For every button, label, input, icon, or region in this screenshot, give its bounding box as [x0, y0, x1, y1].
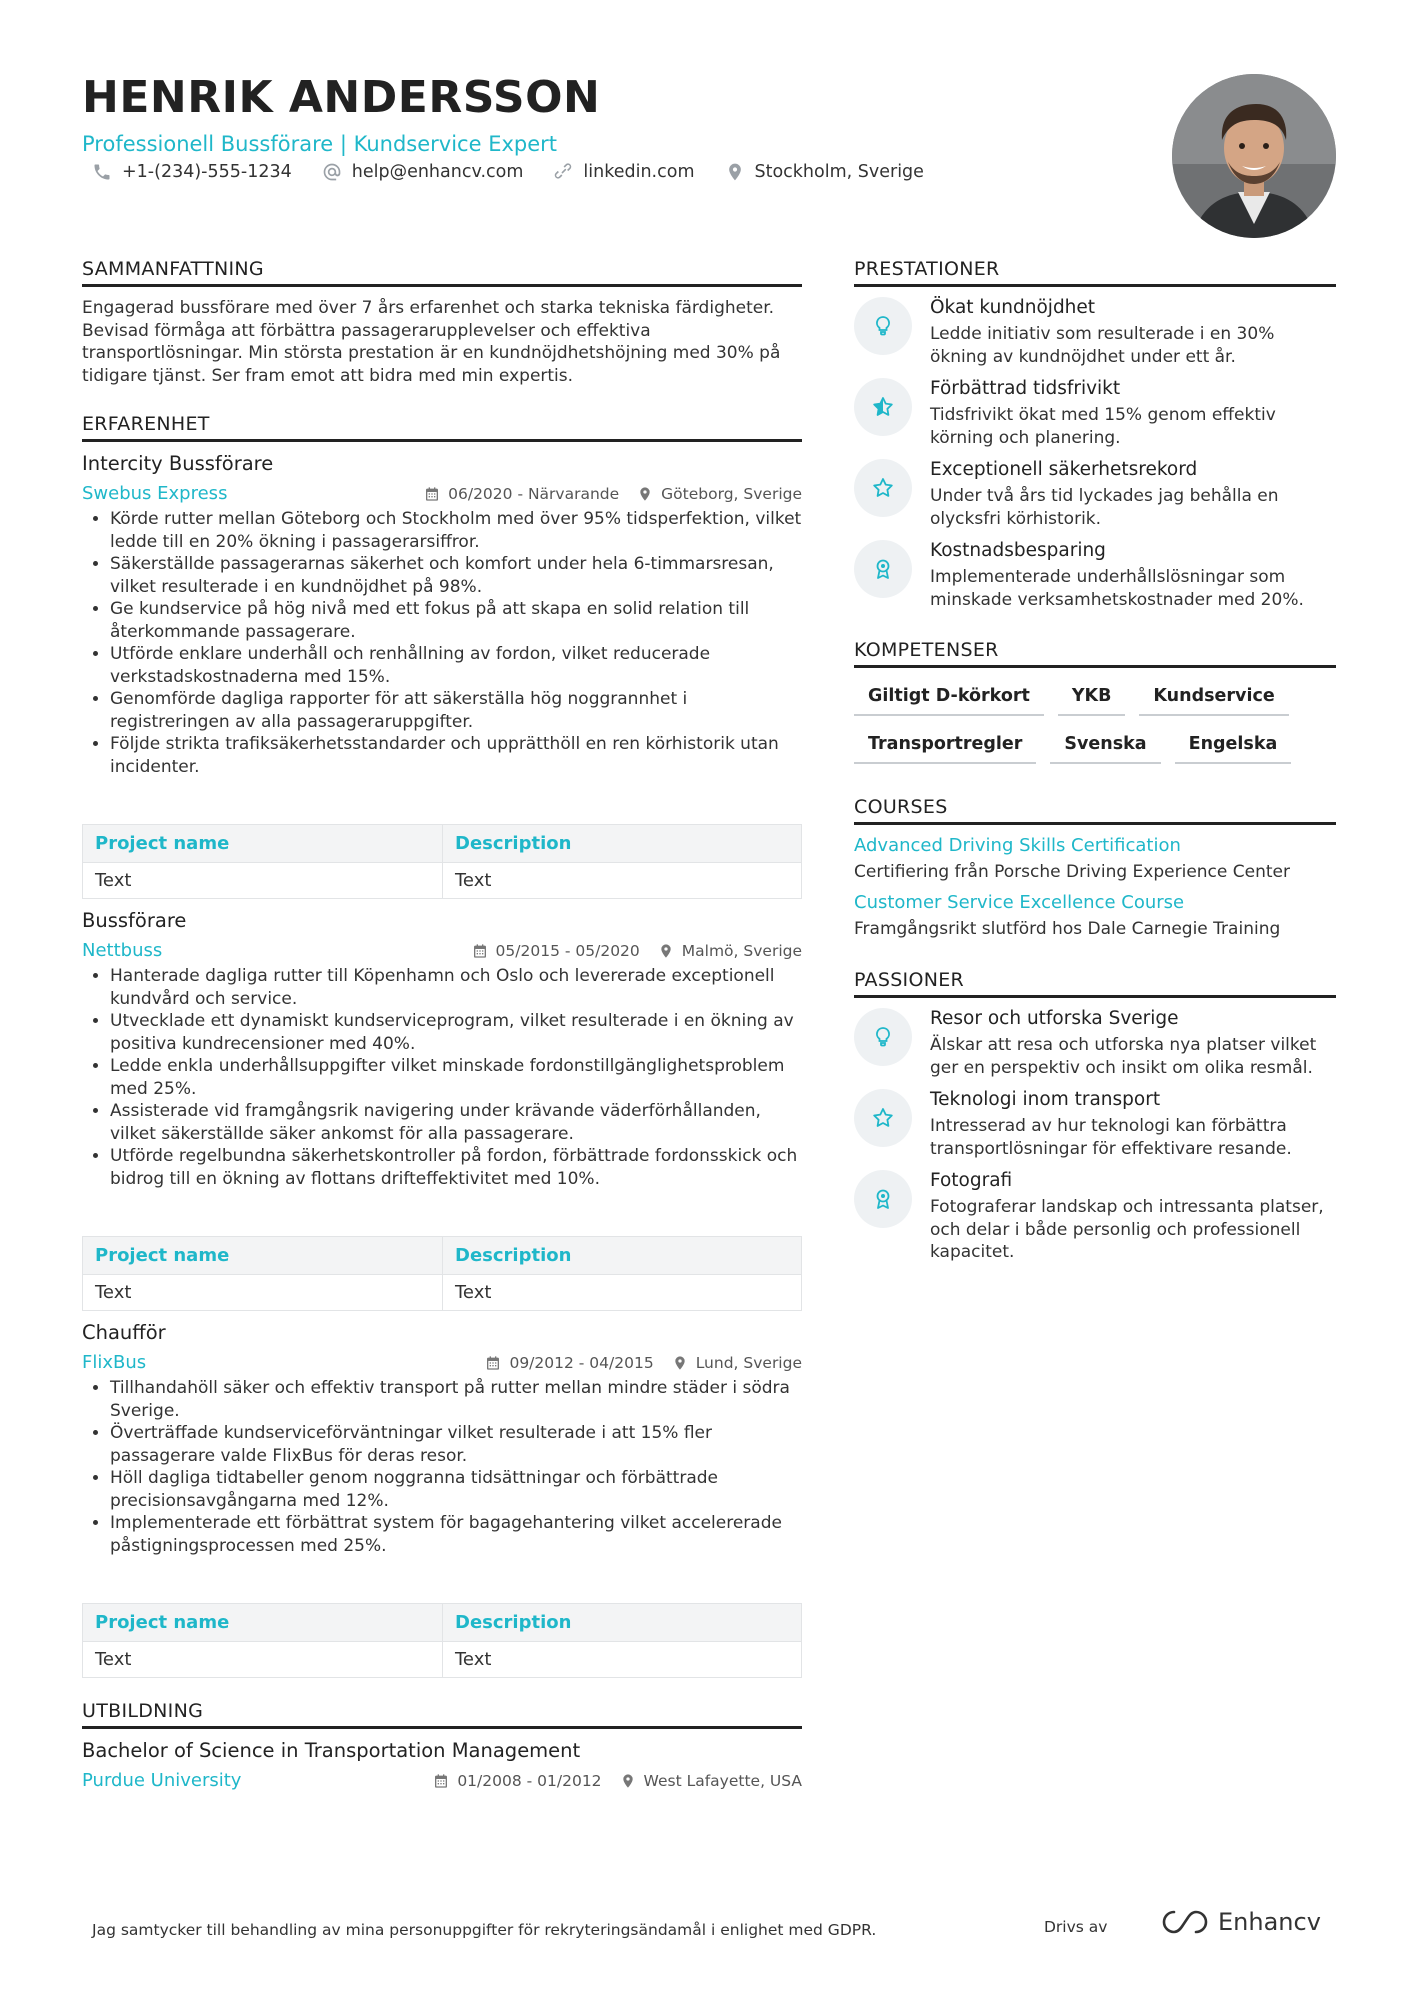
candidate-title: Professionell Bussförare | Kundservice Expert [82, 132, 558, 156]
passion-title: Resor och utforska Sverige [930, 1008, 1179, 1029]
table-row [83, 1642, 802, 1678]
passion-item [854, 1089, 1336, 1160]
job-dates [424, 485, 619, 503]
education-degree: Bachelor of Science in Transportation Management [82, 1739, 581, 1762]
lightbulb-icon [854, 1008, 912, 1066]
link-icon [553, 162, 573, 182]
education-dates-text: 01/2008 - 01/2012 [457, 1771, 602, 1790]
experience-entry [82, 1321, 802, 1678]
location-text: Stockholm, Sverige [754, 162, 924, 182]
achievement-desc: Under två års tid lyckades jag behålla en olycksfri körhistorik. [930, 486, 1279, 529]
skill-tag: Giltigt D-körkort [854, 682, 1044, 716]
list-item: • Hanterade dagliga rutter till Köpenhamn och Oslo och levererade exceptionell kundvård och service. [110, 965, 802, 1010]
job-dates-text: 06/2020 - Närvarande [448, 484, 620, 503]
table-cell: Text [83, 863, 443, 899]
contact-location [725, 162, 924, 182]
job-meta [472, 942, 802, 960]
list-item: • Assisterade vid framgångsrik navigering under krävande väderförhållanden, vilket säkerställde säker ankomst för alla passagerare. [110, 1100, 802, 1145]
location-pin-icon [658, 943, 674, 959]
location-pin-icon [672, 1355, 688, 1371]
education-entry [82, 1739, 802, 1791]
skill-tag: Engelska [1175, 730, 1292, 764]
job-company: Swebus Express [82, 483, 228, 504]
achievement-desc: Tidsfrivikt ökat med 15% genom effektiv körning och planering. [930, 405, 1276, 448]
achievement-desc: Implementerade underhållslösningar som minskade verksamhetskostnader med 20%. [930, 567, 1304, 610]
gdpr-consent: Jag samtycker till behandling av mina personuppgifter för rekryteringsändamål i enlighet med GDPR. [92, 1921, 877, 1939]
achievement-title: Förbättrad tidsfrivikt [930, 378, 1121, 399]
star-icon [854, 1089, 912, 1147]
summary-text: Engagerad bussförare med över 7 års erfarenhet och starka tekniska färdigheter. Bevisad förmåga att förbättra passagerarupplevelser och effektiva transportlösningar. Min största prestation är en kundnöjdhetshöjning med 30% på tidigare tjänst. Ser fram emot att bidra med min expertis. [82, 298, 781, 386]
passion-item [854, 1170, 1336, 1264]
skill-tag: Svenska [1050, 730, 1160, 764]
list-item: • Körde rutter mellan Göteborg och Stockholm med över 95% tidsperfektion, vilket ledde till en 20% ökning i passagerarsiffror. [110, 508, 802, 553]
list-item: • Ledde enkla underhållsuppgifter vilket minskade fordonstillgänglighetsproblem med 25%. [110, 1055, 802, 1100]
job-dates [485, 1354, 653, 1372]
achievement-item [854, 540, 1336, 611]
list-item: • Tillhandahöll säker och effektiv transport på rutter mellan mindre städer i södra Sverige. [110, 1377, 802, 1422]
job-location-text: Göteborg, Sverige [661, 484, 802, 503]
achievements-heading: PRESTATIONER [854, 258, 1336, 287]
table-header-description: Description [443, 825, 802, 863]
job-bullets [82, 1377, 802, 1557]
course-item [854, 835, 1336, 882]
table-cell: Text [443, 1275, 802, 1311]
course-title: Customer Service Excellence Course [854, 892, 1185, 913]
job-dates-text: 05/2015 - 05/2020 [495, 941, 640, 960]
job-location [637, 485, 802, 503]
table-row [83, 863, 802, 899]
job-location [658, 942, 802, 960]
job-dates-text: 09/2012 - 04/2015 [509, 1353, 654, 1372]
achievement-title: Kostnadsbesparing [930, 540, 1106, 561]
phone-text: +1-(234)-555-1234 [122, 162, 292, 182]
at-sign-icon [322, 162, 342, 182]
calendar-icon [433, 1773, 449, 1789]
job-company: Nettbuss [82, 940, 163, 961]
courses-heading: COURSES [854, 796, 1336, 825]
lightbulb-icon [854, 297, 912, 355]
table-row [83, 1275, 802, 1311]
brand-logo[interactable] [1162, 1908, 1321, 1936]
list-item: • Utförde enklare underhåll och renhållning av fordon, vilket reducerade verkstadskostnaderna med 15%. [110, 643, 802, 688]
job-meta [424, 485, 802, 503]
passion-title: Teknologi inom transport [930, 1089, 1161, 1110]
calendar-icon [485, 1355, 501, 1371]
table-header-project: Project name [83, 1604, 443, 1642]
job-bullets [82, 508, 802, 778]
list-item: • Utvecklade ett dynamiskt kundserviceprogram, vilket resulterade i en ökning av positiva kundrecensioner med 40%. [110, 1010, 802, 1055]
linkedin-text: linkedin.com [583, 162, 695, 182]
email-text: help@enhancv.com [351, 162, 524, 182]
enhancv-logo-icon [1162, 1908, 1208, 1936]
award-icon [854, 540, 912, 598]
education-dates [433, 1772, 601, 1790]
passion-item [854, 1008, 1336, 1079]
job-company-row [82, 940, 802, 961]
star-icon [854, 459, 912, 517]
avatar-illustration [1172, 74, 1336, 238]
project-table [82, 824, 802, 899]
table-header-row [83, 1237, 802, 1275]
contact-bar [92, 162, 924, 182]
calendar-icon [472, 943, 488, 959]
skills-list [854, 682, 1336, 764]
education-location-text: West Lafayette, USA [643, 1771, 802, 1790]
list-item: • Överträffade kundserviceförväntningar vilket resulterade i att 15% fler passagerare valde FlixBus för deras resor. [110, 1422, 802, 1467]
job-location-text: Malmö, Sverige [681, 941, 802, 960]
right-column [854, 258, 1336, 1264]
table-header-project: Project name [83, 825, 443, 863]
table-header-description: Description [443, 1237, 802, 1275]
profile-photo [1172, 74, 1336, 238]
passion-desc: Älskar att resa och utforska nya platser vilket ger en perspektiv och insikt om olika resmål. [930, 1035, 1317, 1078]
list-item: • Ge kundservice på hög nivå med ett fokus på att skapa en solid relation till återkommande passagerare. [110, 598, 802, 643]
list-item: • Följde strikta trafiksäkerhetsstandarder och upprätthöll en ren körhistorik utan incidenter. [110, 733, 802, 778]
contact-email[interactable] [322, 162, 524, 182]
table-header-row [83, 1604, 802, 1642]
course-desc: Certifiering från Porsche Driving Experience Center [854, 862, 1290, 882]
table-header-row [83, 825, 802, 863]
brand-name: Enhancv [1218, 1908, 1321, 1936]
contact-phone [92, 162, 292, 182]
list-item: • Höll dagliga tidtabeller genom noggranna tidsättningar och förbättrade precisionsavgångarna med 12%. [110, 1467, 802, 1512]
skill-tag: Transportregler [854, 730, 1036, 764]
award-icon [854, 1170, 912, 1228]
summary-heading: SAMMANFATTNING [82, 258, 802, 287]
achievement-title: Exceptionell säkerhetsrekord [930, 459, 1198, 480]
achievement-item [854, 378, 1336, 449]
left-column [82, 258, 802, 1791]
job-company-row [82, 1352, 802, 1373]
project-table [82, 1236, 802, 1311]
list-item: • Implementerade ett förbättrat system för bagagehantering vilket accelererade påstigningsprocessen med 25%. [110, 1512, 802, 1557]
experience-entry [82, 452, 802, 899]
table-cell: Text [83, 1275, 443, 1311]
job-role: Bussförare [82, 909, 187, 932]
table-header-project: Project name [83, 1237, 443, 1275]
job-location-text: Lund, Sverige [695, 1353, 802, 1372]
passion-title: Fotografi [930, 1170, 1013, 1191]
list-item: • Säkerställde passagerarnas säkerhet och komfort under hela 6-timmarsresan, vilket resulterade i en kundnöjdhet på 98%. [110, 553, 802, 598]
contact-linkedin[interactable] [553, 162, 694, 182]
job-role: Intercity Bussförare [82, 452, 274, 475]
job-dates [472, 942, 640, 960]
phone-icon [92, 162, 112, 182]
education-location [620, 1772, 802, 1790]
table-cell: Text [443, 863, 802, 899]
passion-desc: Intresserad av hur teknologi kan förbättra transportlösningar för effektivare resande. [930, 1116, 1292, 1159]
skill-tag: YKB [1058, 682, 1126, 716]
table-cell: Text [443, 1642, 802, 1678]
passions-heading: PASSIONER [854, 969, 1336, 998]
location-pin-icon [725, 162, 745, 182]
calendar-icon [424, 486, 440, 502]
education-school-row [82, 1770, 802, 1791]
star-half-icon [854, 378, 912, 436]
candidate-name: HENRIK ANDERSSON [82, 72, 601, 123]
achievement-item [854, 459, 1336, 530]
job-bullets [82, 965, 802, 1190]
list-item: • Utförde regelbundna säkerhetskontroller på fordon, förbättrade fordonsskick och bidrog till en ökning av flottans drifteffektivitet med 10%. [110, 1145, 802, 1190]
course-title: Advanced Driving Skills Certification [854, 835, 1181, 856]
experience-entry [82, 909, 802, 1311]
education-school: Purdue University [82, 1770, 242, 1791]
location-pin-icon [637, 486, 653, 502]
job-company: FlixBus [82, 1352, 147, 1373]
course-item [854, 892, 1336, 939]
list-item: • Genomförde dagliga rapporter för att säkerställa hög noggrannhet i registreringen av alla passageraruppgifter. [110, 688, 802, 733]
location-pin-icon [620, 1773, 636, 1789]
table-cell: Text [83, 1642, 443, 1678]
achievement-desc: Ledde initiativ som resulterade i en 30% ökning av kundnöjdhet under ett år. [930, 324, 1275, 367]
course-desc: Framgångsrikt slutförd hos Dale Carnegie Training [854, 919, 1281, 939]
job-meta [485, 1354, 802, 1372]
education-meta [433, 1772, 802, 1790]
job-company-row [82, 483, 802, 504]
project-table [82, 1603, 802, 1678]
achievement-item [854, 297, 1336, 368]
skill-tag: Kundservice [1139, 682, 1288, 716]
job-role: Chaufför [82, 1321, 166, 1344]
passion-desc: Fotograferar landskap och intressanta platser, och delar i både personlig och professionell kapacitet. [930, 1197, 1324, 1262]
table-header-description: Description [443, 1604, 802, 1642]
skills-heading: KOMPETENSER [854, 639, 1336, 668]
education-heading: UTBILDNING [82, 1700, 802, 1729]
powered-by-label: Drivs av [1044, 1918, 1108, 1936]
experience-heading: ERFARENHET [82, 413, 802, 442]
job-location [672, 1354, 802, 1372]
achievement-title: Ökat kundnöjdhet [930, 297, 1096, 318]
